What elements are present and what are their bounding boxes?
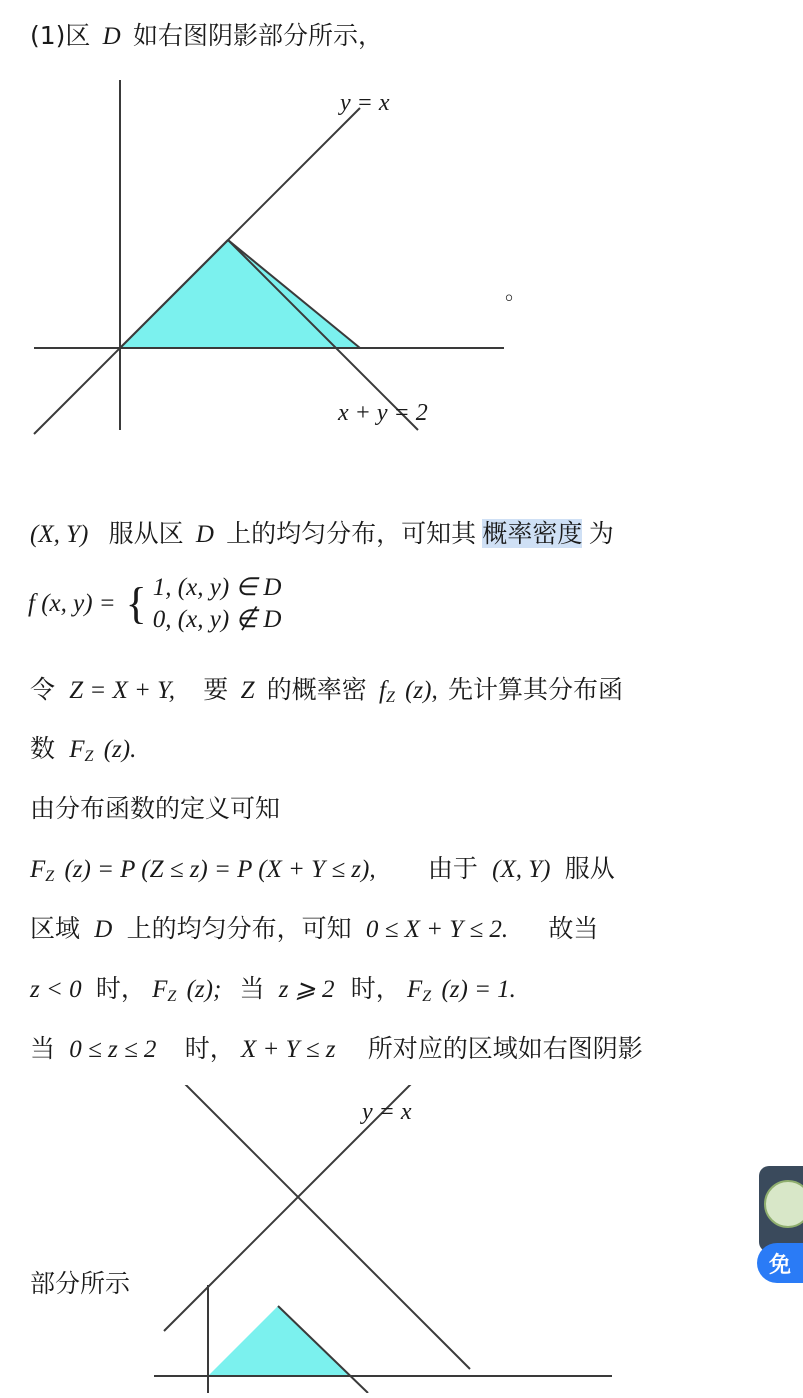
line9-text-b: 当: [239, 974, 265, 1003]
line9-condition-b: z ⩾ 2: [278, 976, 335, 1003]
pdf-case-1: 1, (x, y) ∈ D: [152, 574, 282, 601]
line8-text-a: 区域: [30, 914, 81, 943]
text-line-8: [30, 913, 598, 945]
text-line-11: 部分所示: [30, 1269, 131, 1298]
floating-avatar-badge[interactable]: [759, 1166, 803, 1252]
line4-density-subscript: Z: [385, 689, 395, 706]
highlighted-phrase: 概率密度: [482, 519, 583, 548]
text-line-2: [30, 518, 614, 550]
line1-prefix: (1)区: [30, 21, 91, 50]
line7-cdf-subscript: Z: [45, 868, 55, 885]
line9-cdf-value: (z) = 1.: [441, 976, 516, 1003]
line8-variable-D: D: [94, 916, 113, 943]
figure-2-svg: [150, 1085, 650, 1393]
avatar: [764, 1180, 803, 1228]
line2-random-vector: (X, Y): [30, 521, 89, 548]
text-line-10: [30, 1033, 643, 1065]
line9-cdf-F: F: [152, 976, 168, 1003]
line7-text-a: 由于: [427, 854, 478, 883]
line10-text-b: 时，: [184, 1034, 235, 1063]
line9-cdf-F2: F: [407, 976, 423, 1003]
line4-density-arg: (z),: [405, 677, 438, 704]
line2-variable-D: D: [195, 521, 214, 548]
line9-text-c: 时，: [350, 974, 401, 1003]
text-line-5: [30, 733, 136, 767]
figure1-label-x-plus-y: x + y = 2: [338, 400, 428, 426]
line8-inequality: 0 ≤ X + Y ≤ 2.: [365, 916, 509, 943]
line7-equation: (z) = P (Z ≤ z) = P (X + Y ≤ z),: [64, 856, 376, 883]
text-line-7: [30, 853, 615, 887]
stray-punctuation: 。: [505, 280, 528, 305]
free-trial-label: 免: [768, 1252, 791, 1278]
figure-region-D: [20, 70, 540, 460]
figure-1-svg: [20, 70, 540, 460]
line2-text-c: 为: [588, 519, 614, 548]
line5-cdf-subscript: Z: [84, 748, 94, 765]
pdf-case-2: 0, (x, y) ∉ D: [152, 606, 282, 633]
line10-inequality: X + Y ≤ z: [240, 1036, 336, 1063]
line8-text-c: 故当: [548, 914, 599, 943]
line1-variable-D: D: [102, 23, 121, 50]
line5-cdf-F: F: [69, 736, 85, 763]
text-line-1: [30, 20, 383, 52]
line4-def-Z: Z = X + Y,: [69, 677, 176, 704]
line8-text-b: 上的均匀分布，可知: [126, 914, 352, 943]
line1-rest: 如右图阴影部分所示，: [132, 21, 383, 50]
line10-text-c: 所对应的区域如右图阴影: [367, 1034, 643, 1063]
free-trial-button[interactable]: [757, 1243, 803, 1283]
line4-text-b: 要: [203, 675, 229, 704]
line9-cdf-subscript: Z: [167, 988, 177, 1005]
line2-text-a: 服从区: [108, 519, 184, 548]
line4-text-c: 的概率密: [266, 675, 367, 704]
text-line-6: 由分布函数的定义可知: [30, 794, 281, 823]
line-x-plus-y-equals-2-2: [176, 1085, 470, 1369]
line4-text-d: 先计算其分布函: [447, 675, 623, 704]
line10-text-a: 当: [30, 1034, 56, 1063]
line4-density-f: f: [378, 677, 386, 704]
shaded-triangle-2: [208, 1306, 350, 1376]
shaded-triangle: [120, 240, 360, 348]
line7-cdf-F: F: [30, 856, 46, 883]
text-line-4: [30, 674, 623, 708]
line9-cdf-subscript-2: Z: [422, 988, 432, 1005]
figure1-label-y-equals-x: y = x: [340, 90, 390, 116]
pdf-definition: [28, 572, 281, 636]
figure2-label-y-equals-x: y = x: [362, 1099, 412, 1125]
line5-cdf-arg: (z).: [103, 736, 137, 763]
pdf-left-hand-side: f (x, y) =: [28, 590, 116, 617]
pdf-cases: [153, 572, 282, 636]
line7-text-b: 服从: [564, 854, 615, 883]
line9-condition-a: z < 0: [30, 976, 82, 1003]
line5-text-a: 数: [30, 734, 56, 763]
line7-random-vector: (X, Y): [492, 856, 551, 883]
line2-text-b: 上的均匀分布，可知其: [226, 519, 477, 548]
line4-variable-Z: Z: [240, 677, 255, 704]
brace-glyph: {: [125, 579, 147, 628]
line10-condition: 0 ≤ z ≤ 2: [69, 1036, 157, 1063]
line9-cdf-arg: (z);: [186, 976, 222, 1003]
line9-text-a: 时，: [95, 974, 146, 1003]
line4-text-a: 令: [30, 675, 56, 704]
figure-region-z: [150, 1085, 650, 1393]
text-line-9: [30, 973, 516, 1007]
